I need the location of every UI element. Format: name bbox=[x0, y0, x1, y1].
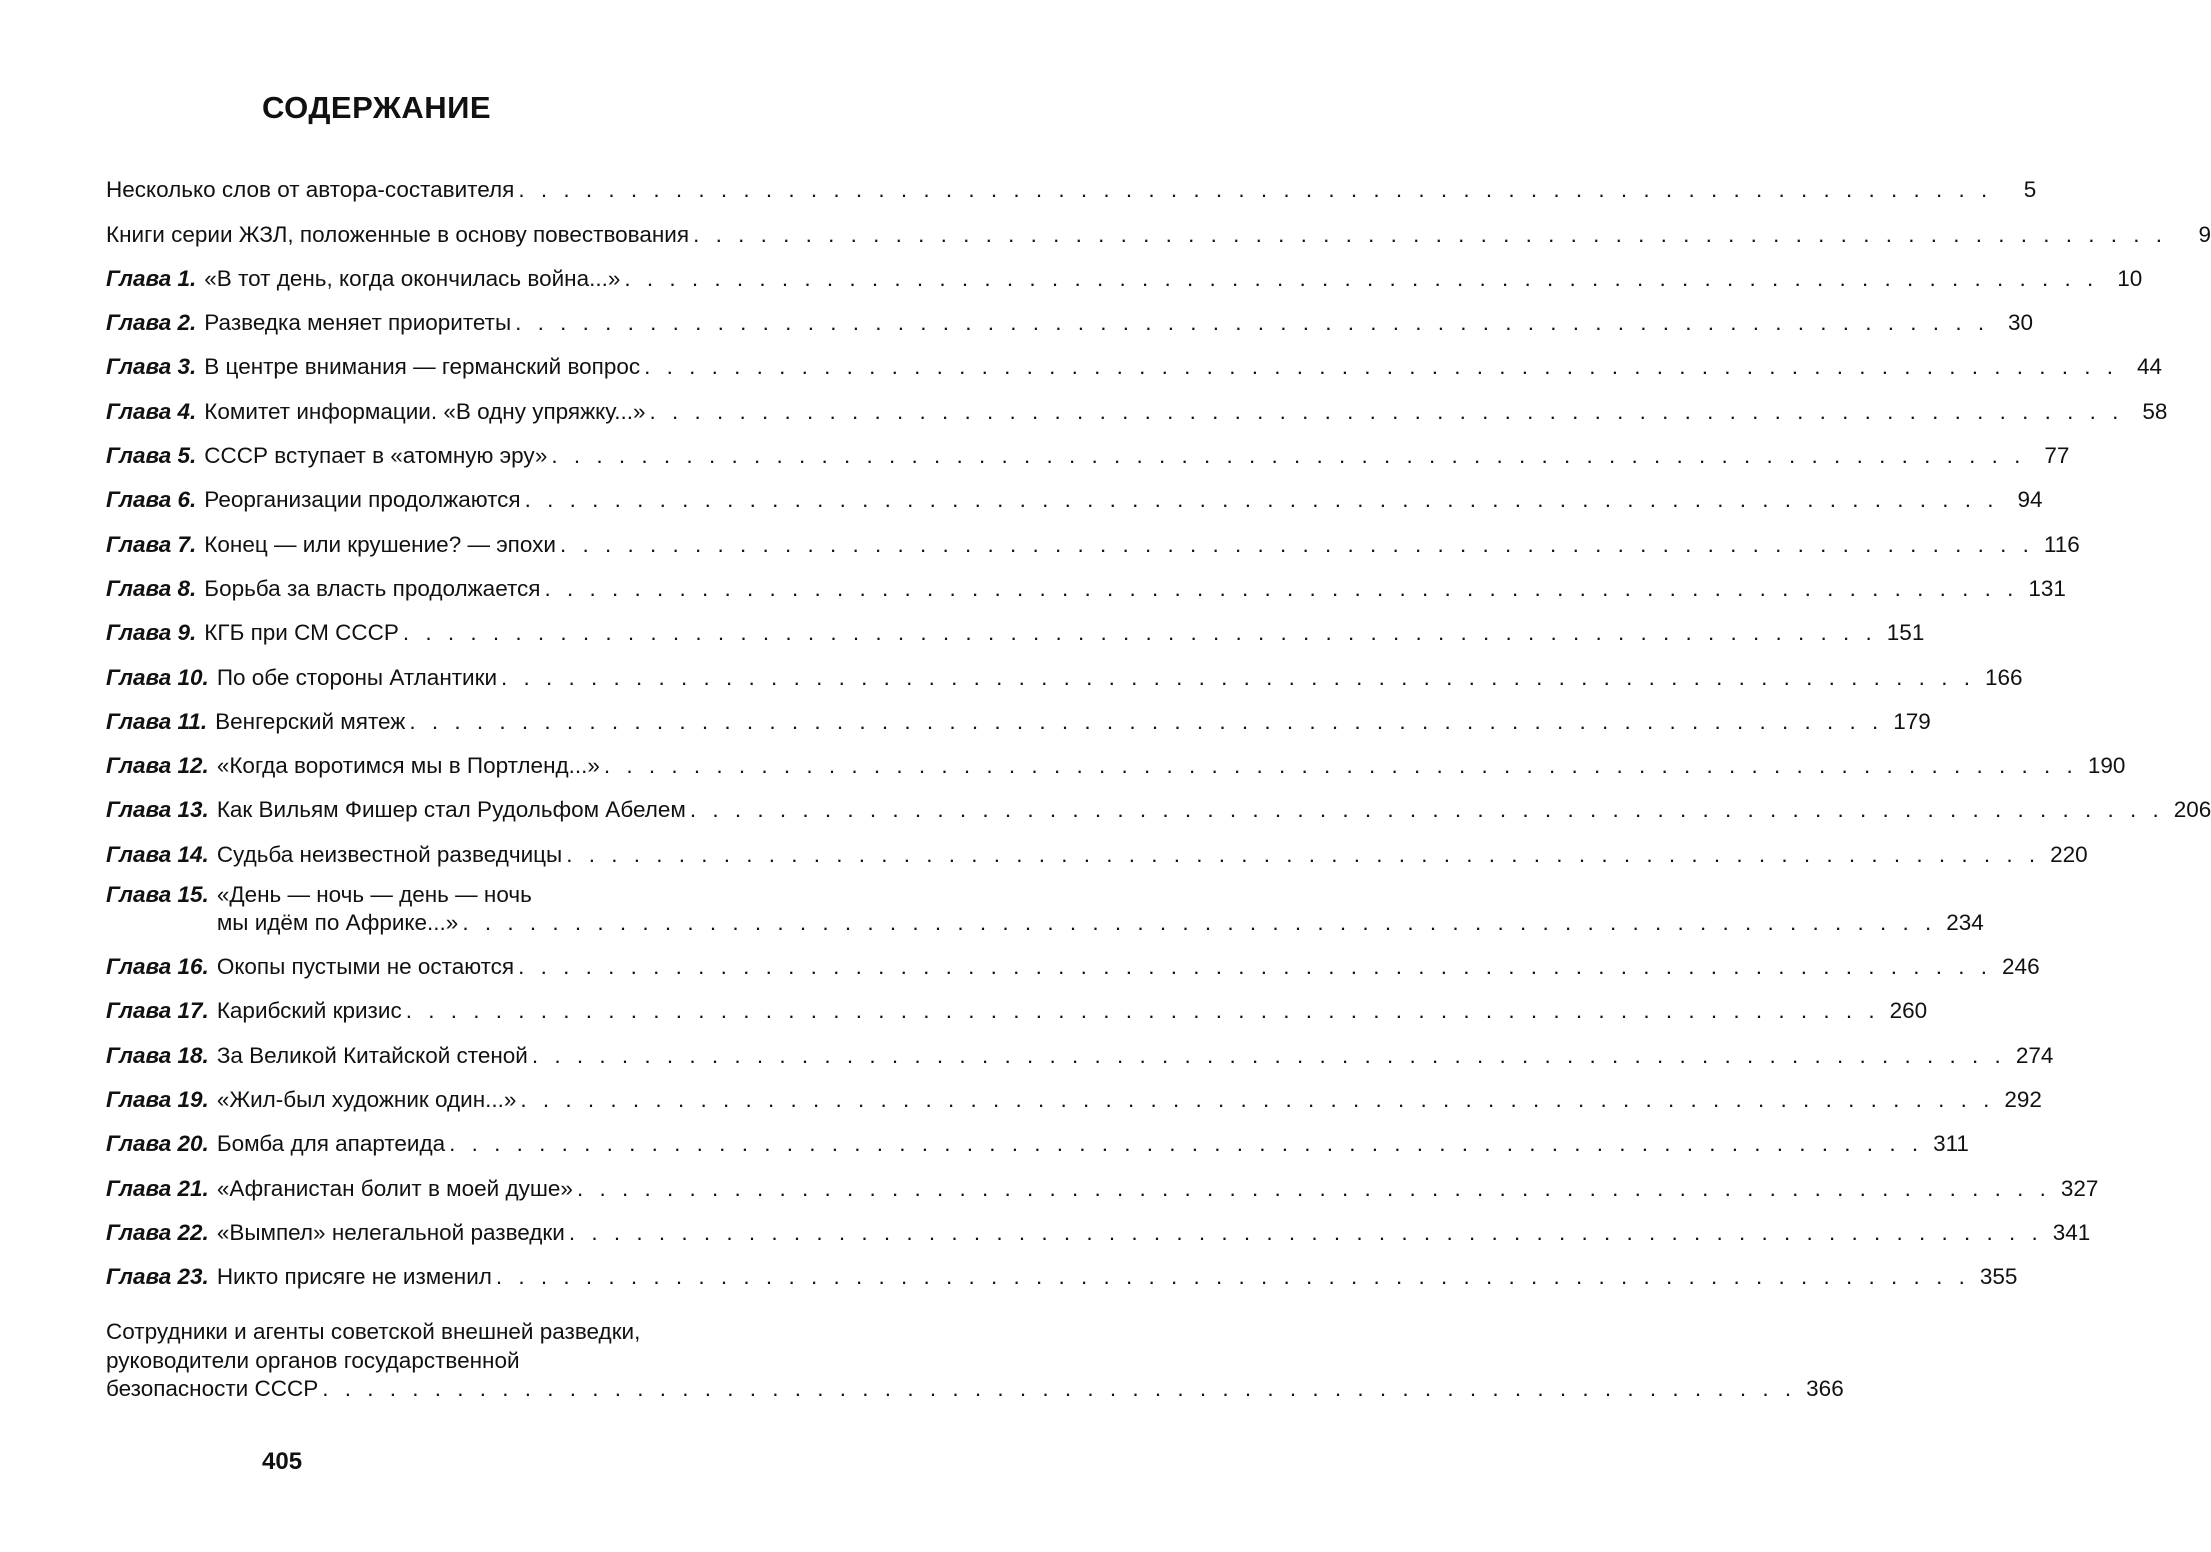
entry-page: 190 bbox=[2087, 753, 2126, 779]
entry-lines bbox=[217, 881, 1984, 937]
entry-text: «Когда воротимся мы в Портленд...» bbox=[216, 753, 600, 779]
leader-dots: . . . . . . . . . . . . . . . . . . . . . . . . . . . . . . . . . . . . . . . . . . . . . . . . . . . . . . . . . . . . . . . . . . bbox=[449, 1131, 1924, 1157]
toc-entry-chapter-18 bbox=[106, 1025, 2054, 1069]
entry-page: 5 bbox=[2023, 177, 2037, 203]
entry-text: Судьба неизвестной разведчицы bbox=[216, 841, 563, 867]
leader-dots: . . . . . . . . . . . . . . . . . . . . . . . . . . . . . . . . . . . . . . . . . . . . . . . . . . . . . . . . . . . . . . . . . . bbox=[409, 708, 1884, 734]
chapter-label: Глава 15. bbox=[106, 881, 209, 907]
toc-entry-intro-0 bbox=[106, 160, 2037, 204]
leader-dots: . . . . . . . . . . . . . . . . . . . . . . . . . . . . . . . . . . . . . . . . . . . . . . . . . . . . . . . . . . . . . . . . . . bbox=[501, 664, 1975, 690]
toc-entry-chapter-19 bbox=[106, 1070, 2042, 1114]
chapter-label: Глава 18. bbox=[106, 1042, 209, 1068]
entry-page: 355 bbox=[1979, 1264, 2018, 1290]
entry-text: Никто присяге не изменил bbox=[216, 1264, 492, 1290]
entry-line-1 bbox=[217, 881, 1984, 909]
toc-list bbox=[106, 160, 2211, 1291]
toc-entry-chapter-9 bbox=[106, 603, 1925, 647]
entry-text: «Жил-был художник один...» bbox=[216, 1086, 517, 1112]
entry-page: 206 bbox=[2173, 797, 2211, 823]
entry-page: 30 bbox=[2008, 310, 2034, 336]
toc-entry-chapter-15 bbox=[106, 869, 1984, 937]
entry-page: 44 bbox=[2137, 354, 2163, 380]
entry-page: 366 bbox=[1806, 1376, 1844, 1401]
leader-dots: . . . . . . . . . . . . . . . . . . . . . . . . . . . . . . . . . . . . . . . . . . . . . . . . . . . . . . . . . . . . . . . . . . bbox=[566, 841, 2041, 867]
leader-dots: . . . . . . . . . . . . . . . . . . . . . . . . . . . . . . . . . . . . . . . . . . . . . . . . . . . . . . . . . . . . . . . . . . bbox=[322, 1376, 1797, 1401]
chapter-label: Глава 6. bbox=[106, 487, 197, 513]
toc-entry-chapter-7 bbox=[106, 514, 2080, 558]
toc-entry-chapter-16 bbox=[106, 937, 2040, 981]
chapter-label: Глава 23. bbox=[106, 1264, 209, 1290]
toc-entry-chapter-17 bbox=[106, 981, 1928, 1025]
appendix-line-2 bbox=[106, 1347, 882, 1376]
entry-text: Сотрудники и агенты советской внешней разведки, bbox=[106, 1319, 641, 1344]
chapter-label: Глава 4. bbox=[106, 398, 197, 424]
leader-dots: . . . . . . . . . . . . . . . . . . . . . . . . . . . . . . . . . . . . . . . . . . . . . . . . . . . . . . . . . . . . . . . . . . bbox=[405, 998, 1880, 1024]
toc-entry-chapter-5 bbox=[106, 426, 2070, 470]
leader-dots: . . . . . . . . . . . . . . . . . . . . . . . . . . . . . . . . . . . . . . . . . . . . . . . . . . . . . . . . . . . . . . . . . . bbox=[568, 1219, 2043, 1245]
entry-text: По обе стороны Атлантики bbox=[216, 664, 498, 690]
leader-dots: . . . . . . . . . . . . . . . . . . . . . . . . . . . . . . . . . . . . . . . . . . . . . . . . . . . . . . . . . . . . . . . . . . bbox=[689, 797, 2164, 823]
leader-dots: . . . . . . . . . . . . . . . . . . . . . . . . . . . . . . . . . . . . . . . . . . . . . . . . . . . . . . . . . . . . . . . . . . bbox=[518, 954, 1993, 980]
toc-entry-chapter-23 bbox=[106, 1247, 2018, 1291]
page-number: 405 bbox=[262, 1448, 303, 1475]
chapter-label: Глава 12. bbox=[106, 753, 209, 779]
entry-text: «День — ночь — день — ночь bbox=[216, 881, 532, 907]
leader-dots: . . . . . . . . . . . . . . . . . . . . . . . . . . . . . . . . . . . . . . . . . . . . . . . . . . . . . . . . . . . . . . . . . . bbox=[624, 265, 2099, 291]
chapter-label: Глава 19. bbox=[106, 1086, 209, 1112]
toc-entry-chapter-21 bbox=[106, 1158, 2099, 1202]
entry-text: руководители органов государственной bbox=[106, 1347, 520, 1373]
entry-text: «Афганистан болит в моей душе» bbox=[216, 1175, 573, 1201]
entry-page: 327 bbox=[2060, 1175, 2099, 1201]
chapter-label: Глава 7. bbox=[106, 531, 197, 557]
entry-text: «Вымпел» нелегальной разведки bbox=[216, 1219, 565, 1245]
entry-page: 234 bbox=[1946, 909, 1984, 935]
chapter-label: Глава 3. bbox=[106, 354, 197, 380]
entry-text: СССР вступает в «атомную эру» bbox=[204, 443, 548, 469]
leader-dots: . . . . . . . . . . . . . . . . . . . . . . . . . . . . . . . . . . . . . . . . . . . . . . . . . . . . . . . . . . . . . . . . . . bbox=[544, 575, 2019, 601]
entry-text: КГБ при СМ СССР bbox=[204, 620, 399, 646]
entry-page: 77 bbox=[2044, 443, 2070, 469]
entry-page: 179 bbox=[1893, 708, 1931, 734]
chapter-label: Глава 2. bbox=[106, 310, 197, 336]
entry-page: 151 bbox=[1886, 620, 1925, 646]
leader-dots: . . . . . . . . . . . . . . . . . . . . . . . . . . . . . . . . . . . . . . . . . . . . . . . . . . . . . . . . . . . . . . . . . . bbox=[559, 531, 2034, 557]
chapter-label: Глава 10. bbox=[106, 664, 209, 690]
leader-dots: . . . . . . . . . . . . . . . . . . . . . . . . . . . . . . . . . . . . . . . . . . . . . . . . . . . . . . . . . . . . . . . . . . bbox=[576, 1175, 2051, 1201]
chapter-label: Глава 21. bbox=[106, 1175, 209, 1201]
entry-page: 94 bbox=[2017, 487, 2043, 513]
toc-entry-appendix bbox=[106, 1318, 1844, 1404]
entry-page: 10 bbox=[2117, 265, 2143, 291]
toc-entry-chapter-10 bbox=[106, 647, 2023, 691]
entry-text: мы идём по Африке...» bbox=[216, 909, 459, 935]
entry-page: 131 bbox=[2028, 575, 2066, 601]
entry-text: Окопы пустыми не остаются bbox=[216, 954, 515, 980]
entry-page: 166 bbox=[1984, 664, 2023, 690]
toc-entry-chapter-4 bbox=[106, 381, 2168, 425]
leader-dots: . . . . . . . . . . . . . . . . . . . . . . . . . . . . . . . . . . . . . . . . . . . . . . . . . . . . . . . . . . . . . . . . . . bbox=[515, 310, 1990, 336]
chapter-label: Глава 1. bbox=[106, 265, 197, 291]
toc-entry-intro-1 bbox=[106, 204, 2211, 248]
chapter-label: Глава 9. bbox=[106, 620, 197, 646]
page-title: СОДЕРЖАНИЕ bbox=[262, 90, 492, 125]
chapter-label: Глава 17. bbox=[106, 998, 209, 1024]
entry-text: Реорганизации продолжаются bbox=[204, 487, 521, 513]
toc-entry-chapter-22 bbox=[106, 1203, 2091, 1247]
leader-dots: . . . . . . . . . . . . . . . . . . . . . . . . . . . . . . . . . . . . . . . . . . . . . . . . . . . . . . . . . . . . . . . . . . bbox=[520, 1086, 1995, 1112]
entry-text: Комитет информации. «В одну упряжку...» bbox=[204, 398, 646, 424]
chapter-label: Глава 11. bbox=[106, 708, 208, 734]
toc-entry-chapter-1 bbox=[106, 249, 2143, 293]
chapter-label: Глава 5. bbox=[106, 443, 197, 469]
entry-text: Книги серии ЖЗЛ, положенные в основу повествования bbox=[106, 221, 690, 247]
chapter-label: Глава 22. bbox=[106, 1219, 209, 1245]
toc-entry-chapter-12 bbox=[106, 736, 2126, 780]
chapter-label: Глава 14. bbox=[106, 841, 209, 867]
leader-dots: . . . . . . . . . . . . . . . . . . . . . . . . . . . . . . . . . . . . . . . . . . . . . . . . . . . . . . . . . . . . . . . . . . bbox=[551, 443, 2026, 469]
entry-text: За Великой Китайской стеной bbox=[216, 1042, 528, 1068]
entry-page: 220 bbox=[2050, 841, 2088, 867]
entry-page: 58 bbox=[2142, 398, 2168, 424]
entry-page: 341 bbox=[2052, 1219, 2091, 1245]
entry-line-2 bbox=[217, 909, 1984, 937]
leader-dots: . . . . . . . . . . . . . . . . . . . . . . . . . . . . . . . . . . . . . . . . . . . . . . . . . . . . . . . . . . . . . . . . . . bbox=[524, 487, 1999, 513]
entry-text: Венгерский мятеж bbox=[215, 708, 406, 734]
entry-text: безопасности СССР bbox=[106, 1376, 319, 1401]
entry-text: Борьба за власть продолжается bbox=[204, 575, 541, 601]
entry-page: 292 bbox=[2004, 1086, 2042, 1112]
leader-dots: . . . . . . . . . . . . . . . . . . . . . . . . . . . . . . . . . . . . . . . . . . . . . . . . . . . . . . . . . . . . . . . . . . bbox=[495, 1264, 1970, 1290]
toc-entry-chapter-6 bbox=[106, 470, 2043, 514]
entry-text: В центре внимания — германский вопрос bbox=[204, 354, 641, 380]
leader-dots: . . . . . . . . . . . . . . . . . . . . . . . . . . . . . . . . . . . . . . . . . . . . . . . . . . . . . . . . . . . . . . . . . . bbox=[649, 398, 2124, 424]
leader-dots: . . . . . . . . . . . . . . . . . . . . . . . . . . . . . . . . . . . . . . . . . . . . . . . . . . . . . . . . . . . . . . . . . . bbox=[531, 1042, 2006, 1068]
leader-dots: . . . . . . . . . . . . . . . . . . . . . . . . . . . . . . . . . . . . . . . . . . . . . . . . . . . . . . . . . . . . . . . . . . bbox=[644, 354, 2119, 380]
entry-text: Несколько слов от автора-составителя bbox=[106, 177, 515, 203]
entry-text: Конец — или крушение? — эпохи bbox=[204, 531, 556, 557]
chapter-label: Глава 16. bbox=[106, 954, 209, 980]
entry-text: Разведка меняет приоритеты bbox=[204, 310, 512, 336]
toc-entry-chapter-11 bbox=[106, 692, 1931, 736]
toc-entry-chapter-2 bbox=[106, 293, 2034, 337]
entry-page: 260 bbox=[1889, 998, 1928, 1024]
toc-entry-chapter-8 bbox=[106, 559, 2066, 603]
leader-dots: . . . . . . . . . . . . . . . . . . . . . . . . . . . . . . . . . . . . . . . . . . . . . . . . . . . . . . . . . . . . . . . . . . bbox=[402, 620, 1877, 646]
entry-page: 311 bbox=[1933, 1131, 1969, 1157]
entry-text: Как Вильям Фишер стал Рудольфом Абелем bbox=[216, 797, 686, 823]
chapter-label: Глава 13. bbox=[106, 797, 209, 823]
toc-entry-chapter-13 bbox=[106, 780, 2211, 824]
chapter-label: Глава 8. bbox=[106, 575, 197, 601]
chapter-label: Глава 20. bbox=[106, 1131, 209, 1157]
entry-page: 274 bbox=[2015, 1042, 2054, 1068]
entry-page: 246 bbox=[2002, 954, 2040, 980]
leader-dots: . . . . . . . . . . . . . . . . . . . . . . . . . . . . . . . . . . . . . . . . . . . . . . . . . . . . . . . . . . . . . . . . . . bbox=[462, 909, 1937, 935]
appendix-line-3 bbox=[106, 1375, 1844, 1404]
appendix-line-1 bbox=[106, 1318, 882, 1347]
entry-text: «В тот день, когда окончилась война...» bbox=[204, 265, 621, 291]
entry-text: Карибский кризис bbox=[216, 998, 402, 1024]
leader-dots: . . . . . . . . . . . . . . . . . . . . . . . . . . . . . . . . . . . . . . . . . . . . . . . . . . . . . . . . . . . . . . . . . . bbox=[603, 753, 2078, 779]
entry-page: 116 bbox=[2043, 531, 2080, 557]
leader-dots: . . . . . . . . . . . . . . . . . . . . . . . . . . . . . . . . . . . . . . . . . . . . . . . . . . . . . . . . . . . . . . . . . . bbox=[518, 177, 1993, 203]
entry-text: Бомба для апартеида bbox=[216, 1131, 446, 1157]
toc-entry-chapter-14 bbox=[106, 824, 2088, 868]
leader-dots: . . . . . . . . . . . . . . . . . . . . . . . . . . . . . . . . . . . . . . . . . . . . . . . . . . . . . . . . . . . . . . . . . . bbox=[693, 221, 2167, 247]
toc-entry-chapter-3 bbox=[106, 337, 2163, 381]
toc-entry-chapter-20 bbox=[106, 1114, 1969, 1158]
entry-page: 9 bbox=[2198, 221, 2211, 247]
